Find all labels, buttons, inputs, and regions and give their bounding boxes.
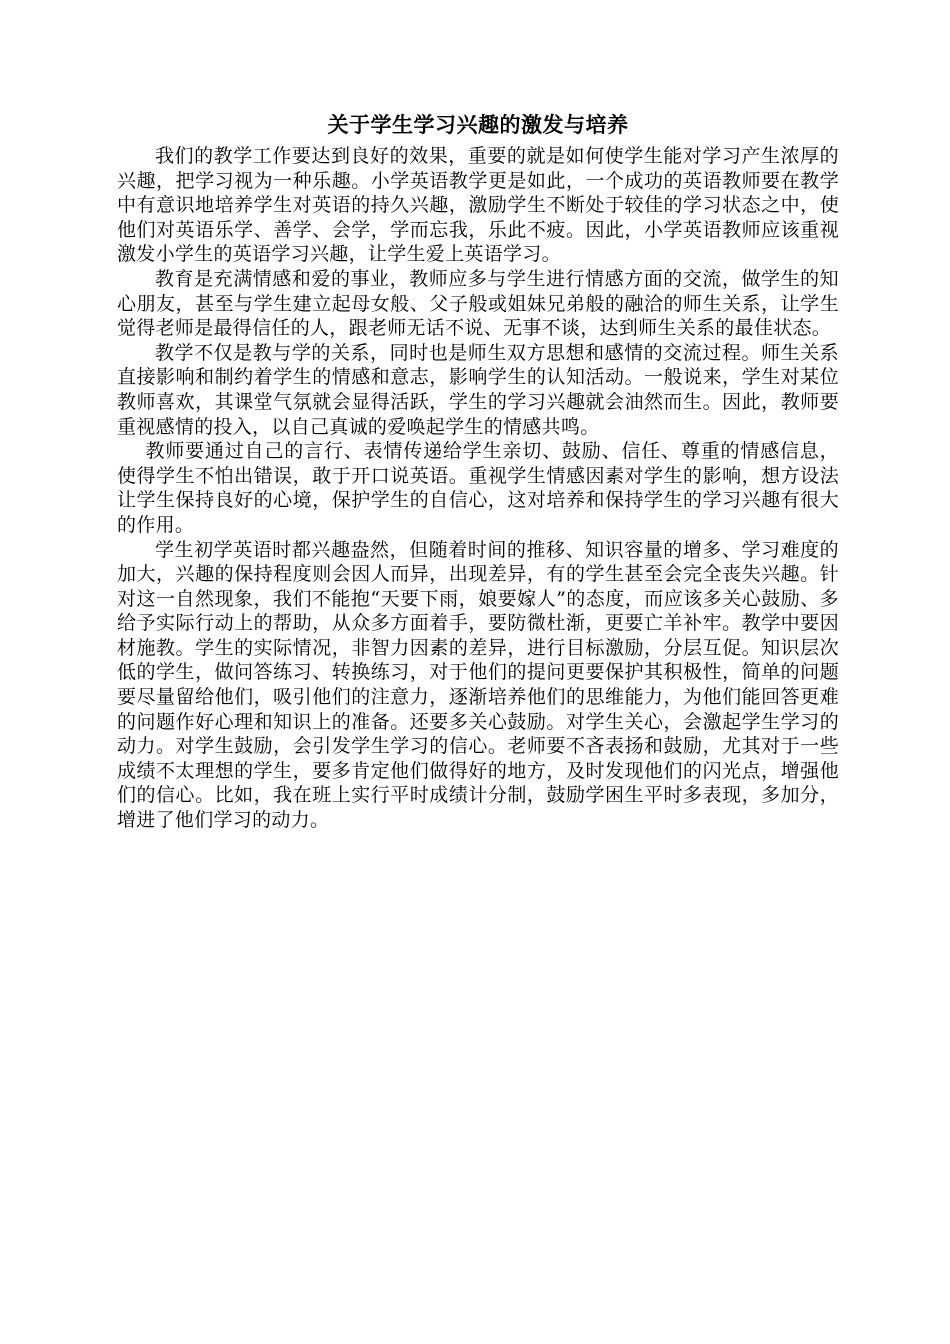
document-title: 关于学生学习兴趣的激发与培养 — [327, 113, 629, 137]
paragraph-3: 教学不仅是教与学的关系，同时也是师生双方思想和感情的交流过程。师生关系直接影响和制约着学生的情感和意志，影响学生的认知活动。一般说来，学生对某位教师喜欢，其课堂气氛就会显得活跃，学生的学习兴趣就会油然而生。因此，教师要重视感情的投入，以自己真诚的爱唤起学生的情感共鸣。 — [117, 341, 839, 438]
paragraph-1: 我们的教学工作要达到良好的效果，重要的就是如何使学生能对学习产生浓厚的兴趣，把学习视为一种乐趣。小学英语教学更是如此，一个成功的英语教师要在教学中有意识地培养学生对英语的持久兴趣，激励学生不断处于较佳的学习状态之中，使他们对英语乐学、善学、会学，学而忘我，乐此不疲。因此，小学英语教师应该重视激发小学生的英语学习兴趣，让学生爱上英语学习。 — [117, 145, 839, 266]
paragraph-2: 教育是充满情感和爱的事业，教师应多与学生进行情感方面的交流，做学生的知心朋友，甚至与学生建立起母女般、父子般或姐妹兄弟般的融洽的师生关系，让学生觉得老师是最得信任的人，跟老师无话不说、无事不谈，达到师生关系的最佳状态。 — [117, 267, 839, 340]
paragraph-4: 教师要通过自己的言行、表情传递给学生亲切、鼓励、信任、尊重的情感信息，使得学生不怕出错误，敢于开口说英语。重视学生情感因素对学生的影响，想方设法让学生保持良好的心境，保护学生的自信心，这对培养和保持学生的学习兴趣有很大的作用。 — [117, 440, 839, 536]
document-body — [117, 110, 839, 833]
paragraph-5: 学生初学英语时都兴趣盎然，但随着时间的推移、知识容量的增多、学习难度的加大，兴趣的保持程度则会因人而异，出现差异，有的学生甚至会完全丧失兴趣。针对这一自然现象，我们不能抱“天要下雨，娘要嫁人”的态度，而应该多关心鼓励、多给予实际行动上的帮助，从众多方面着手，要防微杜渐，更要亡羊补牢。教学中要因材施教。学生的实际情况，非智力因素的差异，进行目标激励，分层互促。知识层次低的学生，做问答练习、转换练习，对于他们的提问更要保护其积极性，简单的问题要尽量留给他们，吸引他们的注意力，逐渐培养他们的思维能力，为他们能回答更难的问题作好心理和知识上的准备。还要多关心鼓励。对学生关心，会激起学生学习的动力。对学生鼓励，会引发学生学习的信心。老师要不吝表扬和鼓励，尤其对于一些成绩不太理想的学生，要多肯定他们做得好的地方，及时发现他们的闪光点，增强他们的信心。比如，我在班上实行平时成绩计分制，鼓励学困生平时多表现，多加分，增进了他们学习的动力。 — [117, 538, 839, 832]
